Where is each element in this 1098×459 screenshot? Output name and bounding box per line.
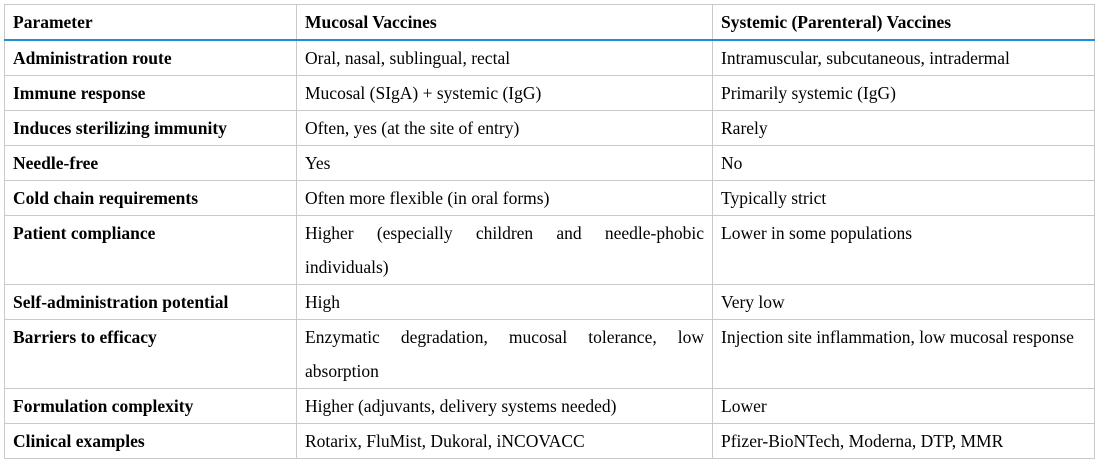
table-row bbox=[5, 389, 1095, 424]
systemic-cell: No bbox=[713, 146, 1095, 181]
mucosal-cell: Rotarix, FluMist, Dukoral, iNCOVACC bbox=[297, 424, 713, 459]
systemic-cell: Rarely bbox=[713, 111, 1095, 146]
table-row bbox=[5, 285, 1095, 320]
header-mucosal-vaccines: Mucosal Vaccines bbox=[297, 5, 713, 41]
vaccine-comparison-table bbox=[4, 4, 1095, 459]
parameter-cell: Needle-free bbox=[5, 146, 297, 181]
table-row bbox=[5, 424, 1095, 459]
parameter-cell: Administration route bbox=[5, 40, 297, 76]
header-row bbox=[5, 5, 1095, 41]
table-row bbox=[5, 40, 1095, 76]
mucosal-cell: Often more flexible (in oral forms) bbox=[297, 181, 713, 216]
mucosal-cell: High bbox=[297, 285, 713, 320]
mucosal-cell: Mucosal (SIgA) + systemic (IgG) bbox=[297, 76, 713, 111]
systemic-cell: Primarily systemic (IgG) bbox=[713, 76, 1095, 111]
systemic-cell: Injection site inflammation, low mucosal response bbox=[713, 320, 1095, 389]
parameter-cell: Self-administration potential bbox=[5, 285, 297, 320]
table-row bbox=[5, 111, 1095, 146]
table-row bbox=[5, 181, 1095, 216]
systemic-cell: Very low bbox=[713, 285, 1095, 320]
mucosal-cell: Often, yes (at the site of entry) bbox=[297, 111, 713, 146]
table-header bbox=[5, 5, 1095, 41]
systemic-cell: Lower bbox=[713, 389, 1095, 424]
table-body bbox=[5, 40, 1095, 459]
systemic-cell: Intramuscular, subcutaneous, intradermal bbox=[713, 40, 1095, 76]
parameter-cell: Clinical examples bbox=[5, 424, 297, 459]
parameter-cell: Barriers to efficacy bbox=[5, 320, 297, 389]
mucosal-cell: Oral, nasal, sublingual, rectal bbox=[297, 40, 713, 76]
mucosal-cell: Enzymatic degradation, mucosal tolerance, low absorption bbox=[297, 320, 713, 389]
table-row bbox=[5, 146, 1095, 181]
systemic-cell: Pfizer-BioNTech, Moderna, DTP, MMR bbox=[713, 424, 1095, 459]
comparison-table-container bbox=[4, 4, 1094, 459]
parameter-cell: Formulation complexity bbox=[5, 389, 297, 424]
parameter-cell: Patient compliance bbox=[5, 216, 297, 285]
header-systemic-vaccines: Systemic (Parenteral) Vaccines bbox=[713, 5, 1095, 41]
mucosal-cell: Yes bbox=[297, 146, 713, 181]
mucosal-cell: Higher (especially children and needle-phobic individuals) bbox=[297, 216, 713, 285]
parameter-cell: Induces sterilizing immunity bbox=[5, 111, 297, 146]
parameter-cell: Cold chain requirements bbox=[5, 181, 297, 216]
table-row bbox=[5, 216, 1095, 285]
mucosal-cell: Higher (adjuvants, delivery systems needed) bbox=[297, 389, 713, 424]
parameter-cell: Immune response bbox=[5, 76, 297, 111]
table-row bbox=[5, 320, 1095, 389]
systemic-cell: Lower in some populations bbox=[713, 216, 1095, 285]
table-row bbox=[5, 76, 1095, 111]
header-parameter: Parameter bbox=[5, 5, 297, 41]
systemic-cell: Typically strict bbox=[713, 181, 1095, 216]
